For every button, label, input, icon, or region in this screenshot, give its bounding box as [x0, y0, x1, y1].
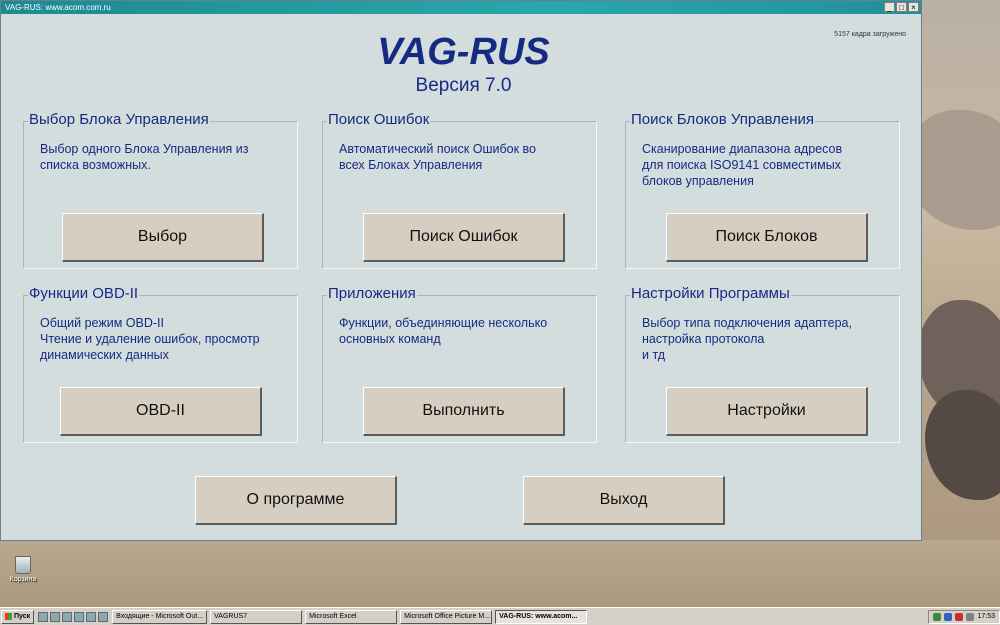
group-label: Выбор Блока Управления: [29, 111, 209, 128]
unit-search-button[interactable]: Поиск Блоков: [666, 213, 868, 262]
group-label: Приложения: [328, 285, 416, 302]
start-label: Пуск: [14, 613, 31, 620]
quick-launch-icon[interactable]: [98, 612, 108, 622]
quick-launch-icon[interactable]: [86, 612, 96, 622]
group-description: [40, 141, 295, 173]
taskbar-task-vagrus[interactable]: VAG-RUS: www.acom...: [495, 610, 587, 624]
group-label: Поиск Блоков Управления: [631, 111, 815, 128]
minimize-button[interactable]: _: [884, 2, 895, 12]
description-line: списка возможных.: [40, 158, 151, 172]
description-line: настройка протокола: [642, 332, 765, 346]
status-text: 5157 кадра загружено: [834, 31, 906, 38]
group-description: [642, 141, 897, 189]
window-controls: [884, 2, 919, 12]
recycle-bin[interactable]: [8, 556, 38, 583]
maximize-button[interactable]: □: [896, 2, 907, 12]
desktop-sand: [0, 540, 1000, 610]
quick-launch-icon[interactable]: [50, 612, 60, 622]
recycle-bin-label: Корзина: [9, 576, 37, 583]
group-description: [40, 315, 295, 363]
group-label: Функции OBD-II: [29, 285, 139, 302]
tray-volume-icon[interactable]: [966, 613, 974, 621]
window-title: VAG-RUS: www.acom.com.ru: [5, 3, 111, 12]
group-select-unit: [23, 111, 298, 269]
close-button[interactable]: ×: [908, 2, 919, 12]
app-title: VAG-RUS: [377, 31, 550, 73]
tray-bluetooth-icon[interactable]: [944, 613, 952, 621]
app-version: Версия 7.0: [415, 75, 512, 96]
group-obd2: [23, 285, 298, 443]
description-line: динамических данных: [40, 348, 169, 362]
description-line: Общий режим OBD-II: [40, 316, 164, 330]
recycle-bin-icon: [15, 556, 31, 574]
window-titlebar[interactable]: [1, 1, 921, 14]
system-tray: [928, 610, 1000, 624]
taskbar-task-outlook[interactable]: Входящие - Microsoft Out...: [112, 610, 207, 624]
taskbar-task-folder[interactable]: VAGRUS7: [210, 610, 302, 624]
group-label: Настройки Программы: [631, 285, 790, 302]
quick-launch-icon[interactable]: [38, 612, 48, 622]
settings-button[interactable]: Настройки: [666, 387, 868, 436]
description-line: для поиска ISO9141 совместимых: [642, 158, 841, 172]
quick-launch-icon[interactable]: [62, 612, 72, 622]
description-line: и тд: [642, 348, 666, 362]
obd2-button[interactable]: OBD-II: [60, 387, 262, 436]
taskbar-task-picture-manager[interactable]: Microsoft Office Picture M...: [400, 610, 492, 624]
group-description: [339, 141, 594, 173]
description-line: Функции, объединяющие несколько: [339, 316, 548, 330]
execute-button[interactable]: Выполнить: [363, 387, 565, 436]
description-line: блоков управления: [642, 174, 754, 188]
group-settings: [625, 285, 900, 443]
description-line: Выбор типа подключения адаптера,: [642, 316, 852, 330]
description-line: основных команд: [339, 332, 441, 346]
tray-clock[interactable]: 17:53: [977, 613, 995, 620]
tray-network-icon[interactable]: [933, 613, 941, 621]
start-button[interactable]: [1, 610, 34, 624]
taskbar: [0, 607, 1000, 625]
desktop-rock: [925, 390, 1000, 500]
exit-button[interactable]: Выход: [523, 476, 725, 525]
group-description: [339, 315, 594, 347]
description-line: Сканирование диапазона адресов: [642, 142, 843, 156]
about-button[interactable]: О программе: [195, 476, 397, 525]
fault-search-button[interactable]: Поиск Ошибок: [363, 213, 565, 262]
description-line: всех Блоках Управления: [339, 158, 483, 172]
select-button[interactable]: Выбор: [62, 213, 264, 262]
group-label: Поиск Ошибок: [328, 111, 430, 128]
description-line: Чтение и удаление ошибок, просмотр: [40, 332, 260, 346]
group-description: [642, 315, 897, 363]
group-applications: [322, 285, 597, 443]
windows-logo-icon: [5, 613, 12, 620]
quick-launch: [38, 612, 108, 622]
group-unit-search: [625, 111, 900, 269]
description-line: Автоматический поиск Ошибок во: [339, 142, 536, 156]
quick-launch-icon[interactable]: [74, 612, 84, 622]
description-line: Выбор одного Блока Управления из: [40, 142, 249, 156]
tray-antivirus-icon[interactable]: [955, 613, 963, 621]
taskbar-task-excel[interactable]: Microsoft Excel: [305, 610, 397, 624]
group-fault-search: [322, 111, 597, 269]
